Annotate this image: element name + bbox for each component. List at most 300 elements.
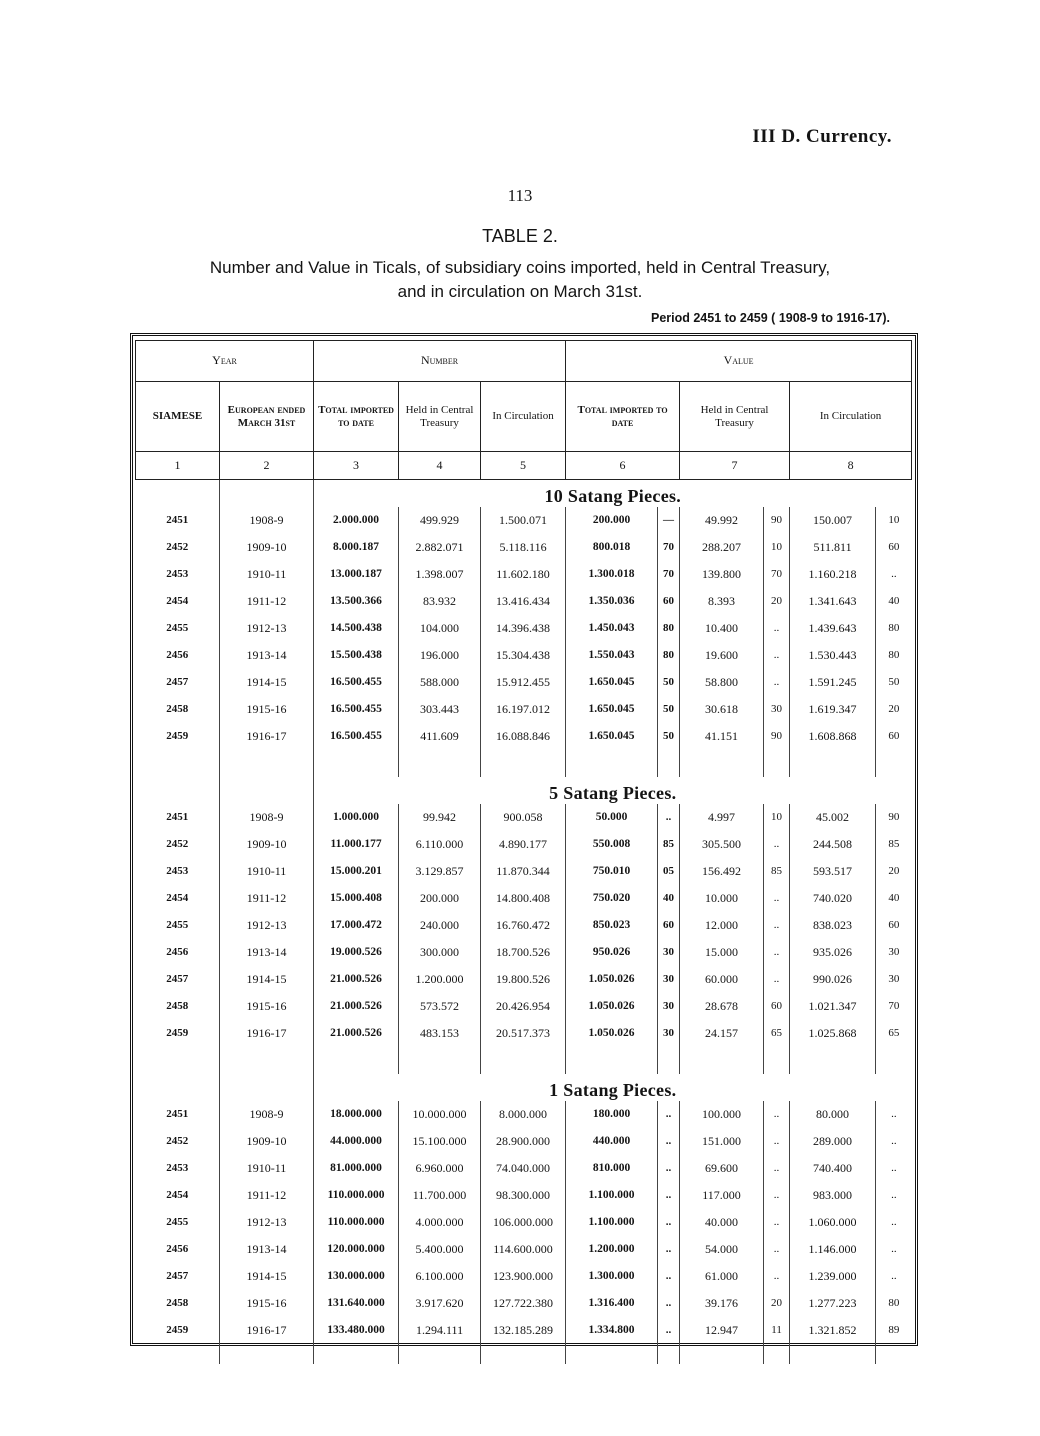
- value-total-fraction-cell: 60: [658, 912, 680, 939]
- siamese-year-cell: 2455: [166, 919, 189, 931]
- value-total-cell: 180.000: [566, 1101, 658, 1128]
- spacer-cell: [220, 777, 314, 804]
- held-cell: 411.609: [399, 723, 481, 750]
- held-cell: 3.917.620: [399, 1290, 481, 1317]
- spacer-cell: [481, 1047, 566, 1074]
- table-row: [136, 1128, 912, 1155]
- held-cell: 588.000: [399, 669, 481, 696]
- value-total-fraction-cell: 50: [658, 669, 680, 696]
- spacer-cell: [399, 1047, 481, 1074]
- spacer-cell: [136, 1344, 220, 1364]
- column-number: 3: [314, 452, 399, 480]
- total-imported-cell: 21.000.526: [314, 993, 399, 1020]
- european-year-cell: 1908-9: [220, 804, 314, 831]
- circulation-cell: 14.800.408: [481, 885, 566, 912]
- column-number: 5: [481, 452, 566, 480]
- siamese-year-cell: 2451: [166, 1108, 189, 1120]
- value-held-fraction-cell: ..: [764, 1182, 790, 1209]
- total-imported-cell: 16.500.455: [314, 696, 399, 723]
- value-held-fraction-cell: ..: [764, 669, 790, 696]
- value-total-cell: 1.050.026: [566, 993, 658, 1020]
- table-row: [136, 534, 912, 561]
- spacer-cell: [220, 1047, 314, 1074]
- table-row: [136, 1101, 912, 1128]
- value-total-cell: 1.300.018: [566, 561, 658, 588]
- value-total-cell: 1.334.800: [566, 1317, 658, 1344]
- european-year-cell: 1913-14: [220, 642, 314, 669]
- value-circulation-fraction-cell: ..: [876, 1182, 912, 1209]
- header-siamese: SIAMESE: [136, 382, 220, 452]
- table-row: [136, 804, 912, 831]
- value-held-cell: 12.000: [680, 912, 764, 939]
- value-circulation-cell: 1.439.643: [790, 615, 876, 642]
- column-number: 2: [220, 452, 314, 480]
- spacer-cell: [136, 750, 220, 777]
- circulation-cell: 900.058: [481, 804, 566, 831]
- held-cell: 1.294.111: [399, 1317, 481, 1344]
- value-circulation-fraction-cell: 30: [876, 939, 912, 966]
- value-held-cell: 4.997: [680, 804, 764, 831]
- value-total-cell: 550.008: [566, 831, 658, 858]
- value-circulation-fraction-cell: ..: [876, 1128, 912, 1155]
- held-cell: 573.572: [399, 993, 481, 1020]
- header-total-imported: Total imported to date: [314, 382, 399, 452]
- header-held: Held in Central Treasury: [399, 382, 481, 452]
- value-total-fraction-cell: ..: [658, 804, 680, 831]
- circulation-cell: 74.040.000: [481, 1155, 566, 1182]
- header-number: Number: [314, 341, 566, 382]
- period-note: Period 2451 to 2459 ( 1908-9 to 1916-17).: [650, 311, 890, 325]
- table-tail-row: [136, 1344, 912, 1364]
- value-held-fraction-cell: 90: [764, 507, 790, 534]
- table-row: [136, 723, 912, 750]
- european-year-cell: 1908-9: [220, 1101, 314, 1128]
- value-total-fraction-cell: 80: [658, 615, 680, 642]
- european-year-cell: 1914-15: [220, 1263, 314, 1290]
- spacer-cell: [764, 1047, 790, 1074]
- table-row: [136, 1290, 912, 1317]
- value-held-fraction-cell: 70: [764, 561, 790, 588]
- value-total-fraction-cell: ..: [658, 1128, 680, 1155]
- circulation-cell: 14.396.438: [481, 615, 566, 642]
- held-cell: 4.000.000: [399, 1209, 481, 1236]
- circulation-cell: 16.760.472: [481, 912, 566, 939]
- value-total-cell: 1.100.000: [566, 1209, 658, 1236]
- held-cell: 10.000.000: [399, 1101, 481, 1128]
- value-held-cell: 60.000: [680, 966, 764, 993]
- spacer-cell: [658, 1344, 680, 1364]
- value-held-fraction-cell: 10: [764, 804, 790, 831]
- total-imported-cell: 15.500.438: [314, 642, 399, 669]
- value-total-cell: 1.550.043: [566, 642, 658, 669]
- spacer-cell: [566, 1344, 658, 1364]
- value-total-cell: 750.020: [566, 885, 658, 912]
- value-total-cell: 1.050.026: [566, 966, 658, 993]
- section-title-row: [136, 777, 912, 804]
- held-cell: 83.932: [399, 588, 481, 615]
- value-circulation-cell: 1.277.223: [790, 1290, 876, 1317]
- european-year-cell: 1911-12: [220, 1182, 314, 1209]
- held-cell: 196.000: [399, 642, 481, 669]
- siamese-year-cell: 2454: [166, 892, 189, 904]
- total-imported-cell: 120.000.000: [314, 1236, 399, 1263]
- value-circulation-cell: 740.400: [790, 1155, 876, 1182]
- european-year-cell: 1909-10: [220, 831, 314, 858]
- value-circulation-fraction-cell: 90: [876, 804, 912, 831]
- circulation-cell: 114.600.000: [481, 1236, 566, 1263]
- section-title: 5 Satang Pieces.: [314, 777, 912, 804]
- siamese-year-cell: 2456: [166, 649, 189, 661]
- value-circulation-fraction-cell: ..: [876, 561, 912, 588]
- siamese-year-cell: 2452: [166, 838, 189, 850]
- value-circulation-fraction-cell: 60: [876, 534, 912, 561]
- table-row: [136, 939, 912, 966]
- section-title-row: [136, 480, 912, 507]
- spacer-cell: [220, 750, 314, 777]
- value-circulation-fraction-cell: 80: [876, 615, 912, 642]
- value-held-cell: 139.800: [680, 561, 764, 588]
- held-cell: 240.000: [399, 912, 481, 939]
- total-imported-cell: 15.000.201: [314, 858, 399, 885]
- held-cell: 6.960.000: [399, 1155, 481, 1182]
- circulation-cell: 19.800.526: [481, 966, 566, 993]
- spacer-cell: [314, 1344, 399, 1364]
- value-circulation-fraction-cell: 20: [876, 696, 912, 723]
- value-circulation-cell: 150.007: [790, 507, 876, 534]
- value-circulation-cell: 80.000: [790, 1101, 876, 1128]
- value-total-cell: 950.026: [566, 939, 658, 966]
- value-held-fraction-cell: ..: [764, 1155, 790, 1182]
- siamese-year-cell: 2456: [166, 1243, 189, 1255]
- value-held-cell: 100.000: [680, 1101, 764, 1128]
- value-circulation-fraction-cell: 85: [876, 831, 912, 858]
- value-circulation-cell: 1.619.347: [790, 696, 876, 723]
- european-year-cell: 1911-12: [220, 588, 314, 615]
- value-circulation-cell: 511.811: [790, 534, 876, 561]
- spacer-cell: [658, 750, 680, 777]
- european-year-cell: 1909-10: [220, 534, 314, 561]
- value-held-fraction-cell: 60: [764, 993, 790, 1020]
- circulation-cell: 123.900.000: [481, 1263, 566, 1290]
- value-total-cell: 810.000: [566, 1155, 658, 1182]
- currency-table: [135, 340, 912, 1364]
- value-total-fraction-cell: ..: [658, 1101, 680, 1128]
- value-circulation-fraction-cell: 60: [876, 912, 912, 939]
- value-total-cell: 1.100.000: [566, 1182, 658, 1209]
- value-total-fraction-cell: 30: [658, 939, 680, 966]
- value-total-cell: 1.300.000: [566, 1263, 658, 1290]
- value-held-cell: 151.000: [680, 1128, 764, 1155]
- value-circulation-fraction-cell: ..: [876, 1155, 912, 1182]
- header-value-held: Held in Central Treasury: [680, 382, 790, 452]
- value-circulation-cell: 983.000: [790, 1182, 876, 1209]
- siamese-year-cell: 2453: [166, 568, 189, 580]
- table-row: [136, 1263, 912, 1290]
- siamese-year-cell: 2453: [166, 1162, 189, 1174]
- value-circulation-cell: 244.508: [790, 831, 876, 858]
- column-number: 6: [566, 452, 680, 480]
- value-total-cell: 1.650.045: [566, 723, 658, 750]
- siamese-year-cell: 2453: [166, 865, 189, 877]
- value-total-fraction-cell: ..: [658, 1236, 680, 1263]
- value-held-cell: 10.000: [680, 885, 764, 912]
- held-cell: 99.942: [399, 804, 481, 831]
- value-held-fraction-cell: ..: [764, 615, 790, 642]
- value-circulation-cell: 935.026: [790, 939, 876, 966]
- header-year: Year: [136, 341, 314, 382]
- value-held-cell: 8.393: [680, 588, 764, 615]
- value-held-cell: 40.000: [680, 1209, 764, 1236]
- circulation-cell: 98.300.000: [481, 1182, 566, 1209]
- value-circulation-fraction-cell: ..: [876, 1209, 912, 1236]
- european-year-cell: 1916-17: [220, 1317, 314, 1344]
- value-held-fraction-cell: 65: [764, 1020, 790, 1047]
- circulation-cell: 28.900.000: [481, 1128, 566, 1155]
- total-imported-cell: 16.500.455: [314, 669, 399, 696]
- held-cell: 11.700.000: [399, 1182, 481, 1209]
- value-circulation-fraction-cell: 10: [876, 507, 912, 534]
- value-held-cell: 69.600: [680, 1155, 764, 1182]
- header-european: European ended March 31st: [220, 382, 314, 452]
- total-imported-cell: 13.000.187: [314, 561, 399, 588]
- value-total-fraction-cell: 50: [658, 723, 680, 750]
- value-held-fraction-cell: ..: [764, 1101, 790, 1128]
- value-total-fraction-cell: 85: [658, 831, 680, 858]
- held-cell: 1.398.007: [399, 561, 481, 588]
- european-year-cell: 1914-15: [220, 966, 314, 993]
- value-total-fraction-cell: 05: [658, 858, 680, 885]
- spacer-cell: [220, 1344, 314, 1364]
- value-held-fraction-cell: ..: [764, 1263, 790, 1290]
- table-row: [136, 1182, 912, 1209]
- spacer-cell: [136, 777, 220, 804]
- value-circulation-cell: 1.239.000: [790, 1263, 876, 1290]
- value-circulation-cell: 1.591.245: [790, 669, 876, 696]
- value-circulation-fraction-cell: ..: [876, 1263, 912, 1290]
- column-number: 4: [399, 452, 481, 480]
- total-imported-cell: 11.000.177: [314, 831, 399, 858]
- value-total-fraction-cell: ..: [658, 1182, 680, 1209]
- spacer-cell: [680, 750, 764, 777]
- spacer-cell: [481, 750, 566, 777]
- circulation-cell: 1.500.071: [481, 507, 566, 534]
- table-row: [136, 966, 912, 993]
- value-held-fraction-cell: ..: [764, 885, 790, 912]
- spacer-cell: [136, 1047, 220, 1074]
- value-circulation-cell: 1.160.218: [790, 561, 876, 588]
- value-circulation-fraction-cell: 80: [876, 1290, 912, 1317]
- section-title-row: [136, 1074, 912, 1101]
- siamese-year-cell: 2458: [166, 1297, 189, 1309]
- value-held-cell: 49.992: [680, 507, 764, 534]
- value-total-fraction-cell: 30: [658, 966, 680, 993]
- held-cell: 2.882.071: [399, 534, 481, 561]
- value-total-cell: 1.650.045: [566, 696, 658, 723]
- header-value-circulation: In Circulation: [790, 382, 912, 452]
- value-circulation-cell: 1.341.643: [790, 588, 876, 615]
- siamese-year-cell: 2458: [166, 1000, 189, 1012]
- spacer-cell: [764, 750, 790, 777]
- circulation-cell: 15.912.455: [481, 669, 566, 696]
- value-total-fraction-cell: ..: [658, 1155, 680, 1182]
- value-total-cell: 1.200.000: [566, 1236, 658, 1263]
- value-circulation-fraction-cell: 20: [876, 858, 912, 885]
- table-row: [136, 696, 912, 723]
- value-held-fraction-cell: ..: [764, 642, 790, 669]
- value-held-fraction-cell: 85: [764, 858, 790, 885]
- european-year-cell: 1911-12: [220, 885, 314, 912]
- held-cell: 303.443: [399, 696, 481, 723]
- total-imported-cell: 131.640.000: [314, 1290, 399, 1317]
- siamese-year-cell: 2457: [166, 676, 189, 688]
- value-total-fraction-cell: 30: [658, 993, 680, 1020]
- spacer-cell: [220, 1074, 314, 1101]
- total-imported-cell: 19.000.526: [314, 939, 399, 966]
- total-imported-cell: 14.500.438: [314, 615, 399, 642]
- table-row: [136, 588, 912, 615]
- table-row: [136, 615, 912, 642]
- value-held-fraction-cell: 20: [764, 588, 790, 615]
- spacer-cell: [658, 1047, 680, 1074]
- spacer-cell: [876, 1344, 912, 1364]
- value-total-cell: 1.650.045: [566, 669, 658, 696]
- european-year-cell: 1916-17: [220, 723, 314, 750]
- value-held-fraction-cell: ..: [764, 1236, 790, 1263]
- table-title: TABLE 2.: [482, 226, 558, 246]
- value-circulation-fraction-cell: 30: [876, 966, 912, 993]
- european-year-cell: 1913-14: [220, 1236, 314, 1263]
- spacer-cell: [680, 1047, 764, 1074]
- section-spacer-row: [136, 1047, 912, 1074]
- column-number: 8: [790, 452, 912, 480]
- european-year-cell: 1913-14: [220, 939, 314, 966]
- value-total-fraction-cell: 80: [658, 642, 680, 669]
- total-imported-cell: 1.000.000: [314, 804, 399, 831]
- value-held-cell: 15.000: [680, 939, 764, 966]
- table-row: [136, 669, 912, 696]
- held-cell: 5.400.000: [399, 1236, 481, 1263]
- value-held-cell: 30.618: [680, 696, 764, 723]
- siamese-year-cell: 2452: [166, 541, 189, 553]
- value-circulation-cell: 1.321.852: [790, 1317, 876, 1344]
- circulation-cell: 4.890.177: [481, 831, 566, 858]
- total-imported-cell: 130.000.000: [314, 1263, 399, 1290]
- table-row: [136, 1209, 912, 1236]
- table-row: [136, 1317, 912, 1344]
- total-imported-cell: 21.000.526: [314, 1020, 399, 1047]
- value-total-fraction-cell: 70: [658, 534, 680, 561]
- european-year-cell: 1909-10: [220, 1128, 314, 1155]
- value-total-cell: 850.023: [566, 912, 658, 939]
- value-held-cell: 12.947: [680, 1317, 764, 1344]
- european-year-cell: 1910-11: [220, 858, 314, 885]
- held-cell: 6.100.000: [399, 1263, 481, 1290]
- value-total-fraction-cell: ..: [658, 1290, 680, 1317]
- spacer-cell: [680, 1344, 764, 1364]
- value-held-cell: 117.000: [680, 1182, 764, 1209]
- value-total-cell: 1.350.036: [566, 588, 658, 615]
- total-imported-cell: 13.500.366: [314, 588, 399, 615]
- spacer-cell: [136, 480, 220, 507]
- column-number: 7: [680, 452, 790, 480]
- value-circulation-fraction-cell: 60: [876, 723, 912, 750]
- table-body: [136, 480, 912, 1364]
- value-circulation-fraction-cell: 65: [876, 1020, 912, 1047]
- siamese-year-cell: 2458: [166, 703, 189, 715]
- european-year-cell: 1912-13: [220, 912, 314, 939]
- siamese-year-cell: 2459: [166, 1324, 189, 1336]
- circulation-cell: 20.426.954: [481, 993, 566, 1020]
- value-held-cell: 58.800: [680, 669, 764, 696]
- total-imported-cell: 17.000.472: [314, 912, 399, 939]
- table-row: [136, 507, 912, 534]
- value-circulation-cell: 593.517: [790, 858, 876, 885]
- european-year-cell: 1914-15: [220, 669, 314, 696]
- held-cell: 300.000: [399, 939, 481, 966]
- value-circulation-cell: 289.000: [790, 1128, 876, 1155]
- value-circulation-cell: 45.002: [790, 804, 876, 831]
- header-column-row: [136, 382, 912, 452]
- circulation-cell: 18.700.526: [481, 939, 566, 966]
- siamese-year-cell: 2459: [166, 1027, 189, 1039]
- value-held-cell: 28.678: [680, 993, 764, 1020]
- siamese-year-cell: 2454: [166, 1189, 189, 1201]
- value-held-fraction-cell: ..: [764, 939, 790, 966]
- held-cell: 1.200.000: [399, 966, 481, 993]
- siamese-year-cell: 2451: [166, 514, 189, 526]
- value-held-fraction-cell: 20: [764, 1290, 790, 1317]
- header-circulation: In Circulation: [481, 382, 566, 452]
- table-row: [136, 1236, 912, 1263]
- value-held-cell: 61.000: [680, 1263, 764, 1290]
- circulation-cell: 127.722.380: [481, 1290, 566, 1317]
- value-held-fraction-cell: ..: [764, 1209, 790, 1236]
- total-imported-cell: 110.000.000: [314, 1182, 399, 1209]
- value-total-fraction-cell: 40: [658, 885, 680, 912]
- spacer-cell: [566, 1047, 658, 1074]
- circulation-cell: 106.000.000: [481, 1209, 566, 1236]
- value-circulation-fraction-cell: ..: [876, 1236, 912, 1263]
- section-heading: III D. Currency.: [752, 126, 892, 147]
- header-value: Value: [566, 341, 912, 382]
- total-imported-cell: 133.480.000: [314, 1317, 399, 1344]
- held-cell: 6.110.000: [399, 831, 481, 858]
- total-imported-cell: 110.000.000: [314, 1209, 399, 1236]
- european-year-cell: 1910-11: [220, 1155, 314, 1182]
- circulation-cell: 15.304.438: [481, 642, 566, 669]
- value-held-cell: 305.500: [680, 831, 764, 858]
- value-total-cell: 440.000: [566, 1128, 658, 1155]
- siamese-year-cell: 2455: [166, 1216, 189, 1228]
- value-held-cell: 288.207: [680, 534, 764, 561]
- value-held-cell: 41.151: [680, 723, 764, 750]
- siamese-year-cell: 2457: [166, 1270, 189, 1282]
- circulation-cell: 8.000.000: [481, 1101, 566, 1128]
- value-total-cell: 200.000: [566, 507, 658, 534]
- value-circulation-fraction-cell: 70: [876, 993, 912, 1020]
- held-cell: 3.129.857: [399, 858, 481, 885]
- value-held-cell: 10.400: [680, 615, 764, 642]
- table-row: [136, 642, 912, 669]
- total-imported-cell: 21.000.526: [314, 966, 399, 993]
- european-year-cell: 1912-13: [220, 615, 314, 642]
- table-row: [136, 561, 912, 588]
- siamese-year-cell: 2457: [166, 973, 189, 985]
- value-circulation-cell: 1.530.443: [790, 642, 876, 669]
- value-total-fraction-cell: ..: [658, 1209, 680, 1236]
- siamese-year-cell: 2456: [166, 946, 189, 958]
- value-held-fraction-cell: ..: [764, 831, 790, 858]
